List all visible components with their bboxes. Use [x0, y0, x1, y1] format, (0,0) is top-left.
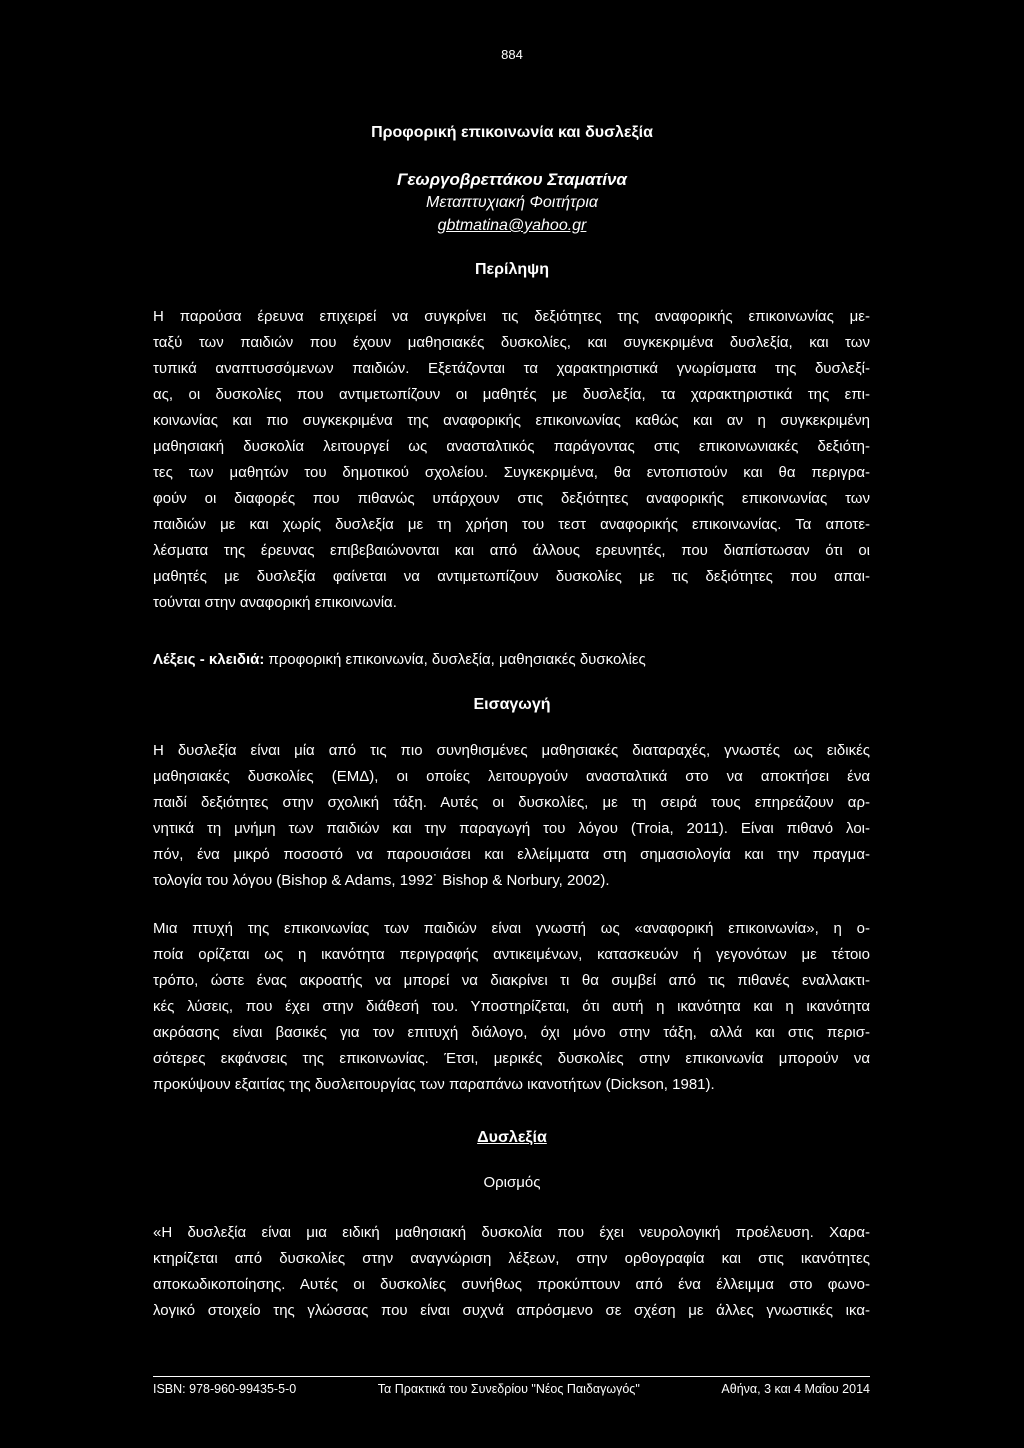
- paragraph-line: ποία ορίζεται ως η ικανότητα περιγραφής αντικειμένων, κατασκευών ή γεγονότων με τέτοιο: [153, 946, 870, 963]
- paragraph-line: παιδί δεξιότητες στην σχολική τάξη. Αυτές οι δυσκολίες, με τη σειρά τους επηρεάζουν αρ-: [153, 794, 870, 811]
- page-number: 884: [501, 47, 523, 62]
- paragraph-line: αποκωδικοποίησης. Αυτές οι δυσκολίες συνήθως προκύπτουν από ένα έλλειμμα στο φωνο-: [153, 1276, 870, 1293]
- abstract-line: ας, οι δυσκολίες που αντιμετωπίζουν οι μαθητές με δυσλεξία, τα χαρακτηριστικά της επι-: [153, 386, 870, 403]
- paragraph-line: νητικά τη μνήμη των παιδιών και την παραγωγή του λόγου (Troia, 2011). Είναι πιθανό λοι-: [153, 820, 870, 837]
- abstract-line: ταξύ των παιδιών που έχουν μαθησιακές δυσκολίες, και συγκεκριμένα δυσλεξία, και των: [153, 334, 870, 351]
- abstract-line: τες των μαθητών του δημοτικού σχολείου. Συγκεκριμένα, θα εντοπιστούν και θα περιγρα-: [153, 464, 870, 481]
- paragraph-line: Μια πτυχή της επικοινωνίας των παιδιών είναι γνωστή ως «αναφορική επικοινωνία», η ο-: [153, 920, 870, 937]
- paragraph-line: «Η δυσλεξία είναι μια ειδική μαθησιακή δυσκολία που έχει νευρολογική προέλευση. Χαρα-: [153, 1224, 870, 1241]
- paragraph-line: μαθησιακές δυσκολίες (ΕΜΔ), οι οποίες λειτουργούν ανασταλτικά στο να αποκτήσει ένα: [153, 768, 870, 785]
- abstract-line: τούνται στην αναφορική επικοινωνία.: [153, 594, 397, 611]
- paragraph-line: ακρόασης είναι βασικές για τον επιτυχή διάλογο, όχι μόνο στην τάξη, αλλά και στις περισ-: [153, 1024, 870, 1041]
- abstract-heading: Περίληψη: [475, 261, 549, 278]
- paragraph-line: πόν, ένα μικρό ποσοστό να παρουσιάσει και ελλείμματα στη σημασιολογία και την πραγμα-: [153, 846, 870, 863]
- paragraph-line: προκύψουν εξαιτίας της δυσλειτουργίας των παραπάνω ικανοτήτων (Dickson, 1981).: [153, 1076, 715, 1093]
- abstract-line: τυπικά αναπτυσσόμενων παιδιών. Εξετάζονται τα χαρακτηριστικά γνωρίσματα της δυσλεξί-: [153, 360, 870, 377]
- footer-divider: [153, 1376, 870, 1377]
- footer-place-date: Αθήνα, 3 και 4 Μαΐου 2014: [721, 1382, 870, 1396]
- author-email-link[interactable]: gbtmatina@yahoo.gr: [437, 217, 587, 234]
- abstract-line: μαθησιακή δυσκολία λειτουργεί ως ανασταλτικός παράγοντας στις επικοινωνιακές δεξιότη-: [153, 438, 870, 455]
- author-role: Μεταπτυχιακή Φοιτήτρια: [425, 194, 599, 211]
- paragraph-line: κές λύσεις, που έχει στην διάθεσή του. Υποστηρίζεται, ότι αυτή η ικανότητα και η ικανότητα: [153, 998, 870, 1015]
- dyslexia-heading: Δυσλεξία: [477, 1129, 547, 1146]
- introduction-paragraph: [153, 916, 870, 1098]
- footer-isbn: ISBN: 978-960-99435-5-0: [153, 1382, 297, 1396]
- abstract-line: φούν οι διαφορές που πιθανώς υπάρχουν στις δεξιότητες αναφορικής επικοινωνίας των: [153, 490, 870, 507]
- definition-paragraph: [153, 1220, 870, 1324]
- abstract-line: κοινωνίας και πιο συγκεκριμένα της αναφορικής επικοινωνίας καθώς και αν η συγκεκριμένη: [153, 412, 870, 429]
- paragraph-line: Η δυσλεξία είναι μία από τις πιο συνηθισμένες μαθησιακές διαταραχές, γνωστές ως ειδικές: [153, 742, 870, 759]
- author-name: Γεωργοβρεττάκου Σταματίνα: [397, 170, 627, 189]
- paragraph-line: τρόπο, ώστε ένας ακροατής να μπορεί να διακρίνει τι θα συμβεί από τις πιθανές εναλλακτι-: [153, 972, 870, 989]
- keywords-label: Λέξεις - κλειδιά:: [153, 651, 265, 668]
- author-email-row: [0, 213, 1024, 239]
- introduction-heading: Εισαγωγή: [473, 696, 551, 713]
- paragraph-line: σότερες εκφάνσεις της επικοινωνίας. Έτσι, μερικές δυσκολίες στην επικοινωνία μπορούν να: [153, 1050, 870, 1067]
- page-footer: [153, 1380, 870, 1398]
- paragraph-line: κτηρίζεται από δυσκολίες στην αναγνώριση λέξεων, στην ορθογραφία και στις ικανότητες: [153, 1250, 870, 1267]
- paragraph-line: τολογία του λόγου (Bishop & Adams, 1992˙ Bishop & Norbury, 2002).: [153, 872, 610, 889]
- keywords: [153, 647, 870, 673]
- definition-subheading: Ορισμός: [483, 1174, 541, 1191]
- abstract-line: μαθητές με δυσλεξία φαίνεται να αντιμετωπίζουν δυσκολίες με τις δεξιότητες που απαι-: [153, 568, 870, 585]
- introduction-paragraph: [153, 738, 870, 894]
- paragraph-line: λογικό στοιχείο της γλώσσας που είναι συχνά απρόσμενο σε σχέση με άλλες γνωστικές ικα-: [153, 1302, 870, 1319]
- abstract-line: λέσματα της έρευνας επιβεβαιώνονται και από άλλους ερευνητές, που διαπίστωσαν ότι οι: [153, 542, 870, 559]
- paper-title: Προφορική επικοινωνία και δυσλεξία: [371, 124, 653, 141]
- abstract-line: παιδιών με και χωρίς δυσλεξία με τη χρήση του τεστ αναφορικής επικοινωνίας. Τα αποτε-: [153, 516, 870, 533]
- keywords-text: προφορική επικοινωνία, δυσλεξία, μαθησιακές δυσκολίες: [268, 651, 646, 668]
- abstract-line: Η παρούσα έρευνα επιχειρεί να συγκρίνει τις δεξιότητες της αναφορικής επικοινωνίας με-: [153, 308, 870, 325]
- abstract-paragraph: [153, 304, 870, 616]
- footer-proceedings: Τα Πρακτικά του Συνεδρίου "Νέος Παιδαγωγός": [377, 1382, 640, 1396]
